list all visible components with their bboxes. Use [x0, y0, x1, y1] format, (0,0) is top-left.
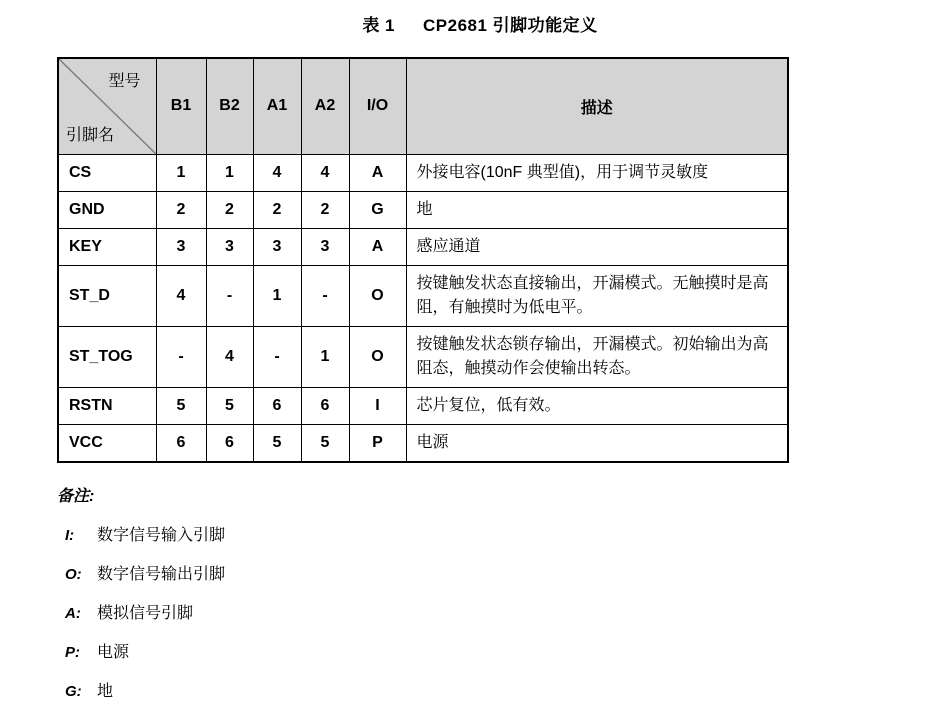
note-text-p: 电源 — [97, 644, 130, 661]
corner-pinname-label: 引脚名 — [66, 126, 115, 144]
pin-io-type-cell: O — [349, 265, 406, 326]
pin-name-cell: ST_TOG — [58, 326, 156, 387]
col-header-a2: A2 — [301, 58, 349, 154]
pin-number-a1: - — [253, 326, 301, 387]
pin-io-type-cell: P — [349, 424, 406, 462]
pin-number-b1: 1 — [156, 154, 206, 191]
table-row — [58, 191, 788, 228]
note-text-g: 地 — [97, 683, 114, 700]
pin-number-b2: 3 — [206, 228, 253, 265]
pin-description-cell: 感应通道 — [406, 228, 788, 265]
pin-number-b1: 2 — [156, 191, 206, 228]
pin-number-b1: 3 — [156, 228, 206, 265]
pin-number-b2: 4 — [206, 326, 253, 387]
col-header-desc: 描述 — [406, 58, 788, 154]
note-item-p — [57, 641, 817, 665]
note-key-a: A: — [65, 605, 81, 622]
col-header-io: I/O — [349, 58, 406, 154]
pin-description-cell: 地 — [406, 191, 788, 228]
note-key-i: I: — [65, 527, 75, 544]
pin-name-cell: KEY — [58, 228, 156, 265]
pin-name-cell: GND — [58, 191, 156, 228]
pin-description-cell: 电源 — [406, 424, 788, 462]
pin-number-a1: 1 — [253, 265, 301, 326]
note-key-p: P: — [65, 644, 80, 661]
pin-number-a2: 4 — [301, 154, 349, 191]
col-header-b2: B2 — [206, 58, 253, 154]
pin-name-cell: RSTN — [58, 387, 156, 424]
pin-number-a2: 6 — [301, 387, 349, 424]
pin-description-cell: 外接电容(10nF 典型值)，用于调节灵敏度 — [406, 154, 788, 191]
pin-number-b2: 6 — [206, 424, 253, 462]
pin-io-type-cell: A — [349, 154, 406, 191]
pin-number-a2: 3 — [301, 228, 349, 265]
pin-number-a1: 3 — [253, 228, 301, 265]
table-caption-number: 表 1 — [362, 16, 395, 35]
pin-number-a1: 5 — [253, 424, 301, 462]
pin-function-table — [57, 57, 789, 463]
col-header-a1: A1 — [253, 58, 301, 154]
pin-number-b2: 2 — [206, 191, 253, 228]
pin-io-type-cell: A — [349, 228, 406, 265]
pin-number-b2: - — [206, 265, 253, 326]
header-row — [58, 58, 788, 154]
notes-section — [57, 485, 817, 704]
note-item-g — [57, 680, 817, 704]
pin-number-a2: - — [301, 265, 349, 326]
pin-number-a2: 1 — [301, 326, 349, 387]
table-row — [58, 154, 788, 191]
table-row — [58, 265, 788, 326]
pin-io-type-cell: I — [349, 387, 406, 424]
pin-io-type-cell: O — [349, 326, 406, 387]
table-row — [58, 424, 788, 462]
pin-table-body — [58, 154, 788, 462]
pin-number-a1: 6 — [253, 387, 301, 424]
pin-number-b1: - — [156, 326, 206, 387]
corner-model-label: 型号 — [108, 73, 141, 90]
col-header-b1: B1 — [156, 58, 206, 154]
pin-number-a2: 5 — [301, 424, 349, 462]
pin-description-cell: 按键触发状态直接输出，开漏模式。无触摸时是高阻，有触摸时为低电平。 — [406, 265, 788, 326]
pin-name-cell: VCC — [58, 424, 156, 462]
pin-number-a1: 2 — [253, 191, 301, 228]
pin-number-b2: 1 — [206, 154, 253, 191]
note-key-o: O: — [65, 566, 82, 583]
notes-heading: 备注: — [57, 488, 95, 505]
note-text-o: 数字信号输出引脚 — [97, 566, 226, 583]
table-row — [58, 387, 788, 424]
note-text-i: 数字信号输入引脚 — [97, 527, 226, 544]
pin-name-cell: CS — [58, 154, 156, 191]
pin-number-b1: 5 — [156, 387, 206, 424]
pin-number-a2: 2 — [301, 191, 349, 228]
pin-name-cell: ST_D — [58, 265, 156, 326]
pin-io-type-cell: G — [349, 191, 406, 228]
pin-number-b1: 6 — [156, 424, 206, 462]
corner-header-cell — [58, 58, 156, 154]
table-row — [58, 326, 788, 387]
table-caption — [15, 11, 930, 36]
table-caption-title: CP2681 引脚功能定义 — [423, 16, 598, 35]
pin-number-b1: 4 — [156, 265, 206, 326]
pin-description-cell: 按键触发状态锁存输出，开漏模式。初始输出为高阻态，触摸动作会使输出转态。 — [406, 326, 788, 387]
note-item-a — [57, 602, 817, 626]
note-item-o — [57, 563, 817, 587]
pin-number-a1: 4 — [253, 154, 301, 191]
pin-description-cell: 芯片复位，低有效。 — [406, 387, 788, 424]
note-key-g: G: — [65, 683, 82, 700]
table-row — [58, 228, 788, 265]
pin-number-b2: 5 — [206, 387, 253, 424]
note-text-a: 模拟信号引脚 — [97, 605, 194, 622]
note-item-i — [57, 524, 817, 548]
